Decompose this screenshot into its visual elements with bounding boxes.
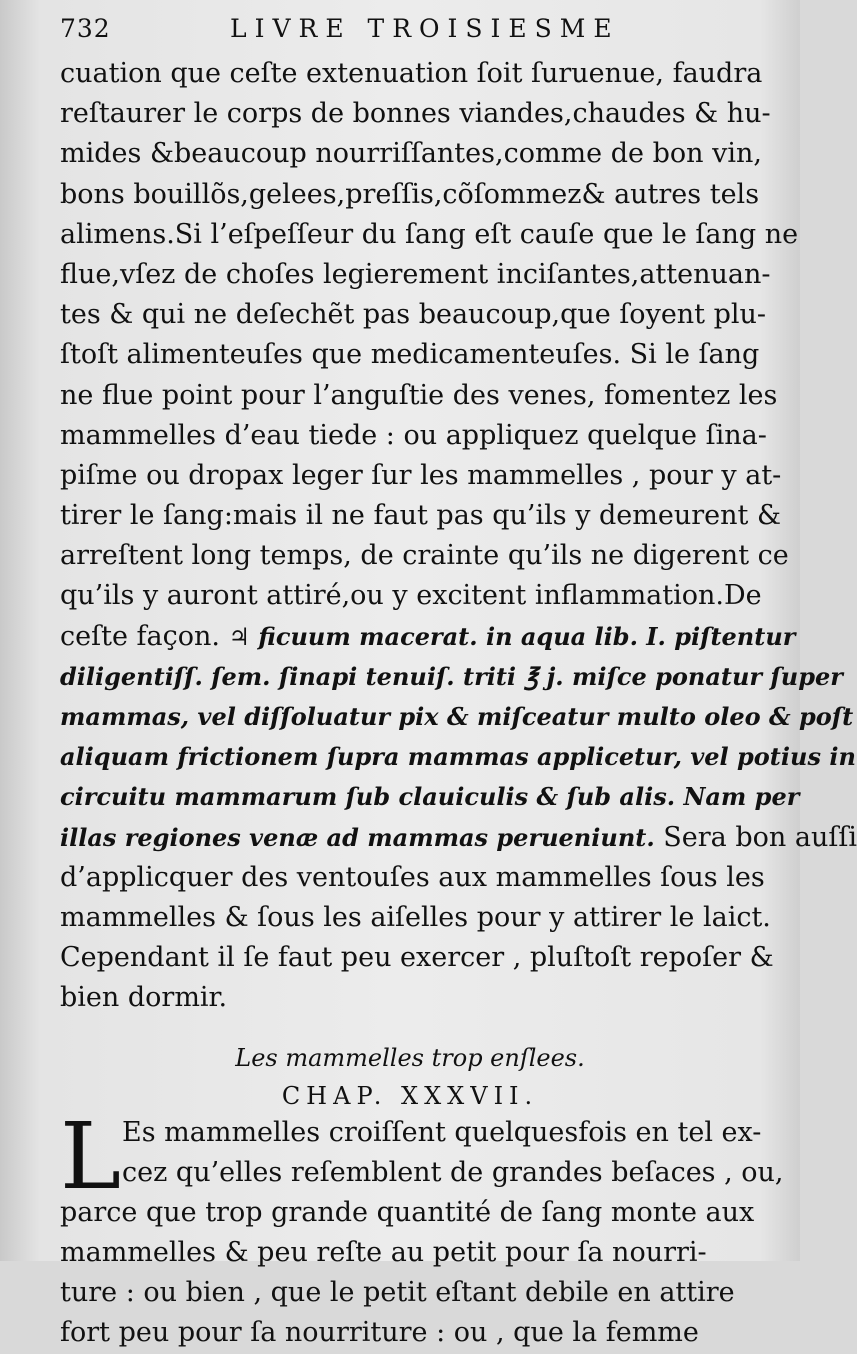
text-line: qu’ils y auront attiré,ou y excitent inflammation.De [60, 580, 762, 612]
mixed-text-line [60, 617, 796, 657]
page-header [60, 14, 760, 48]
text-line: cez qu’elles reſemblent de grandes beſaces , ou, [122, 1156, 784, 1188]
page-body [60, 54, 857, 1354]
chapter-number: CHAP. XXXVII. [281, 1081, 539, 1110]
text-line: mammelles & peu reſte au petit pour ſa nourri- [60, 1237, 707, 1269]
text-line: d’applicquer des ventouſes aux mammelles ſous les [60, 861, 765, 893]
text-line: flue,vſez de choſes legierement inciſantes,attenuan- [60, 258, 771, 290]
latin-line [60, 697, 854, 737]
text-line: bien dormir. [60, 982, 228, 1014]
text-line: reſtaurer le corps de bonnes viandes,chaudes & hu- [60, 98, 771, 130]
latin-text: aliquam frictionem ſupra mammas applicetur, vel potius in [60, 742, 856, 772]
text-line: ſtoſt alimenteuſes que medicamenteuſes. Si le ſang [60, 339, 760, 371]
text-line: parce que trop grande quantité de ſang monte aux [60, 1196, 755, 1228]
text-line: mides &beaucoup nourriſſantes,comme de bon vin, [60, 138, 762, 170]
text-line: alimens.Si l’eſpeſſeur du ſang eſt cauſe que le ſang ne [60, 218, 799, 250]
text-line: fort peu pour ſa nourriture : ou , que la femme [60, 1317, 699, 1349]
text-line: tes & qui ne deſechẽt pas beaucoup,que ſoyent plu- [60, 299, 767, 331]
text-line: Cependant il ſe faut peu exercer , pluſtoſt repoſer & [60, 942, 774, 974]
latin-text: illas regiones venæ ad mammas perueniunt. [60, 822, 655, 852]
text-line: mammelles d’eau tiede : ou appliquez quelque ſina- [60, 419, 767, 451]
text-line: Es mammelles croiſſent quelquesfois en tel ex- [122, 1116, 762, 1148]
mixed-text-line [60, 818, 857, 858]
roman-text: ceſte façon. [60, 620, 220, 652]
text-line: piſme ou dropax leger ſur les mammelles , pour y at- [60, 459, 782, 491]
latin-line [60, 737, 856, 777]
text-line: tirer le ſang:mais il ne faut pas qu’ils y demeurent & [60, 500, 781, 532]
latin-recipe-text: ♃ ficuum macerat. in aqua lib. I. piſtentur [228, 621, 796, 651]
drop-cap-letter: L [60, 1102, 122, 1210]
latin-text: diligentiſſ. ſem. ſinapi tenuiſ. triti ℥ j. miſce ponatur ſuper [60, 661, 843, 691]
text-line: cuation que ceſte extenuation ſoit ſuruenue, faudra [60, 58, 763, 89]
text-line: ture : ou bien , que le petit eſtant debile en attire [60, 1277, 735, 1309]
running-title: LIVRE TROISIESME [230, 14, 620, 43]
latin-text: circuitu mammarum ſub clauiculis & ſub alis. Nam per [60, 782, 800, 812]
chapter-body [60, 1102, 784, 1354]
page-number: 732 [60, 14, 111, 43]
roman-text: Sera bon auſſi [654, 821, 857, 853]
latin-line [60, 657, 843, 697]
latin-text: mammas, vel diſſoluatur pix & miſceatur multo oleo & poſt [60, 702, 854, 731]
latin-line [60, 777, 800, 817]
chapter-heading: Les mammelles trop enſlees. [235, 1043, 585, 1072]
text-line: arreſtent long temps, de crainte qu’ils ne digerent ce [60, 540, 789, 572]
text-line: ne flue point pour l’anguſtie des venes, fomentez les [60, 379, 778, 411]
text-line: bons bouillõs,gelees,preſſis,cõſommez& autres tels [60, 178, 760, 210]
text-line: mammelles & ſous les aiſelles pour y attirer le laict. [60, 901, 771, 933]
